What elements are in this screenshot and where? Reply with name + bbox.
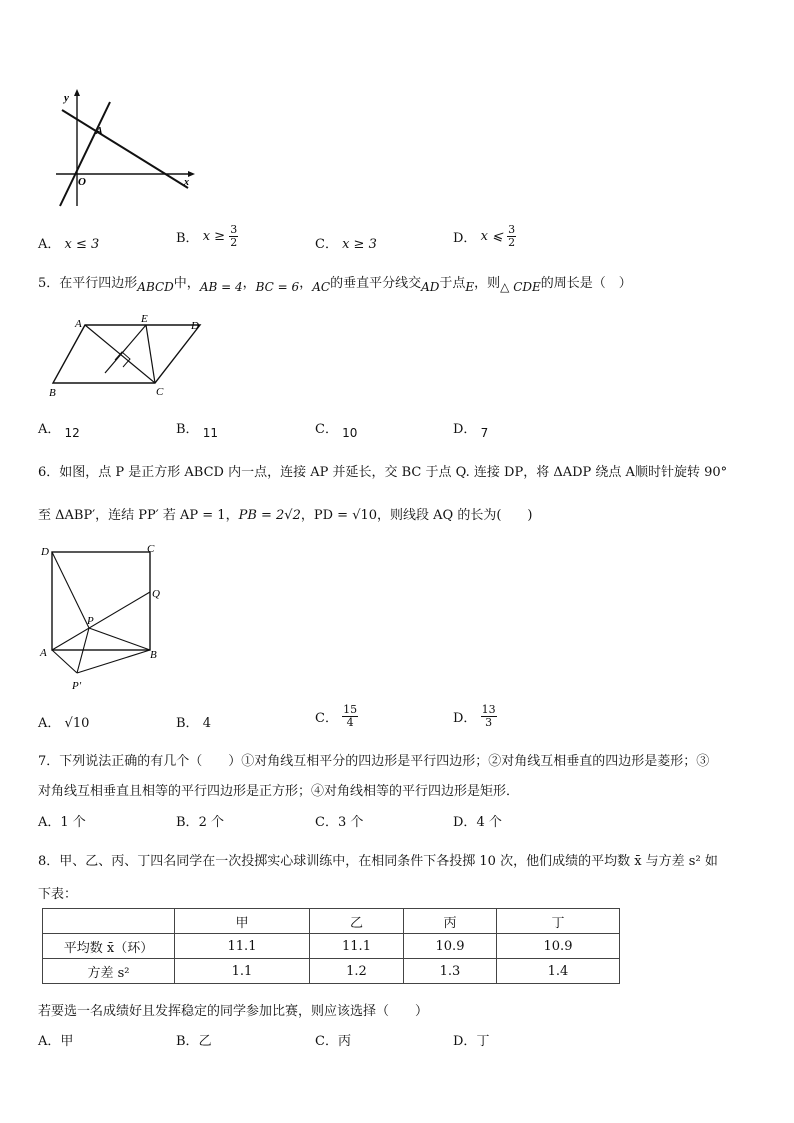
q5-ac-segment: AC [312,280,331,294]
fraction-numerator: 3 [508,223,516,236]
q7-question-line-1: 7．下列说法正确的有几个（ ）①对角线互相平分的四边形是平行四边形；②对角线互相垂直的四边形是菱形；③ [38,754,710,769]
option-value: 丙 [337,1034,351,1049]
option-letter: C． [315,711,338,726]
option-letter: D． [453,231,477,246]
q5-text-e: ，则 [474,276,501,291]
fraction-denominator: 2 [508,236,516,249]
table-header-cell: 丙 [404,909,497,934]
q5-sep2: ， [299,276,313,291]
table-cell: 平均数 x̄（环） [43,934,175,959]
q8-option-b[interactable] [176,1030,212,1049]
y-axis-arrow [74,89,80,96]
q6-option-a[interactable] [38,712,89,731]
q4-option-c[interactable] [315,233,377,252]
option-letter: B． [176,716,199,731]
option-letter: D． [453,1034,477,1049]
option-value: 乙 [198,1034,212,1049]
q8-option-c[interactable] [315,1030,351,1049]
y-axis-label: y [64,92,69,104]
q8-option-d[interactable] [453,1030,489,1049]
q8-question-line-2: 下表： [38,887,78,902]
fraction-denominator: 3 [485,716,493,729]
line-increasing [60,102,110,206]
table-cell: 1.4 [497,959,620,984]
option-expression: √10 [64,716,90,731]
point-q-label: Q [152,588,160,600]
q8-question-line-1: 8．甲、乙、丙、丁四名同学在一次投掷实心球训练中，在相同条件下各投掷 10 次，他们成绩的平均数 x̄ 与方差 s² 如 [38,854,718,869]
vertex-b-label: B [150,649,157,661]
q5-text-c: 的垂直平分线交 [330,276,422,291]
q5-ad-segment: AD [421,280,440,294]
option-expression: x ≥ [202,229,226,244]
table-cell: 1.1 [175,959,310,984]
option-fraction [229,224,238,249]
option-letter: D． [453,711,477,726]
q6-option-c[interactable] [315,704,358,729]
option-letter: B． [176,231,199,246]
vertex-d-label: D [191,320,199,332]
origin-label: O [78,176,86,188]
option-letter: D． [453,422,477,437]
table-header-cell [43,909,175,934]
option-value: 10 [342,426,358,440]
table-row [43,959,620,984]
parallelogram-abcd [53,325,200,383]
table-cell: 11.1 [310,934,404,959]
option-letter: B． [176,815,199,830]
q5-ab-length: AB = 4 [199,280,243,294]
table-cell: 方差 s² [43,959,175,984]
q6-pd-length: ，PD = √10 [300,508,378,523]
point-a-label: A [96,126,103,137]
option-letter: C． [315,422,338,437]
q5-sep1: ， [242,276,256,291]
table-header-cell: 丁 [497,909,620,934]
option-letter: A． [38,716,61,731]
q6-question-line-2 [38,504,533,523]
table-cell: 10.9 [497,934,620,959]
vertex-a-label: A [40,647,47,659]
option-letter: C． [315,1034,338,1049]
q7-option-d[interactable] [453,811,502,830]
q7-question-line-2: 对角线互相垂直且相等的平行四边形是正方形；④对角线相等的平行四边形是矩形． [38,784,520,799]
option-letter: B． [176,1034,199,1049]
q8-option-a[interactable] [38,1030,73,1049]
table-row [43,934,620,959]
segment-aq [52,592,150,650]
table-cell: 10.9 [404,934,497,959]
q6-line2-a: 至 ΔABP′，连结 PP′ 若 AP = 1， [38,508,239,523]
option-expression: 4 [202,716,211,731]
option-letter: A． [38,422,61,437]
fraction-denominator: 2 [230,236,238,249]
option-value: 3 个 [337,815,364,830]
q4-option-a[interactable] [38,233,99,252]
option-value: 丁 [476,1034,490,1049]
q5-option-a[interactable] [38,418,80,440]
q6-option-b[interactable] [176,712,211,731]
option-letter: A． [38,815,61,830]
q5-question-text [38,272,632,294]
vertex-a-label: A [75,318,82,330]
option-value: 2 个 [198,815,224,830]
q4-graph-figure [50,88,200,210]
option-value: 12 [64,426,80,440]
option-expression: x ⩽ [480,229,503,244]
fraction-numerator: 15 [343,703,358,716]
vertex-c-label: C [147,543,155,555]
option-fraction [342,704,358,729]
perpendicular-bisector [105,325,146,373]
table-cell: 1.3 [404,959,497,984]
segment-dp [52,552,89,628]
x-axis-label: x [184,177,189,188]
table-header-row [43,909,620,934]
option-fraction [481,704,497,729]
point-p-label: P [87,615,94,627]
option-value: 11 [202,426,218,440]
q5-text-a: 5．在平行四边形 [38,276,138,291]
vertex-d-label: D [41,546,49,558]
table-header-cell: 甲 [175,909,310,934]
q6-pb-length: PB = 2√2 [238,508,301,523]
segment-pb [89,628,150,650]
q5-text-f: 的周长是（ ） [540,276,632,291]
q8-question-line-3: 若要选一名成绩好且发挥稳定的同学参加比赛，则应该选择（ ） [38,1004,429,1019]
q7-option-c[interactable] [315,811,363,830]
q5-option-d[interactable] [453,418,489,440]
q4-option-d[interactable] [453,224,516,249]
option-expression: x ≥ 3 [342,237,377,252]
q5-text-b: 中， [173,276,200,291]
table-cell: 11.1 [175,934,310,959]
segment-ap-prime [52,650,77,673]
option-expression: x ≤ 3 [64,237,100,252]
option-value: 甲 [60,1034,74,1049]
vertex-c-label: C [156,386,164,398]
q7-option-a[interactable] [38,811,86,830]
fraction-numerator: 13 [481,703,496,716]
option-letter: C． [315,815,338,830]
q5-parallelogram-name: ABCD [137,280,174,294]
q5-parallelogram-figure [45,313,215,398]
q5-point-e: E [465,280,475,294]
option-letter: C． [315,237,338,252]
q5-option-c[interactable] [315,418,358,440]
vertex-e-label: E [141,313,148,325]
q4-option-b[interactable] [176,224,238,249]
option-letter: A． [38,237,61,252]
q6-option-d[interactable] [453,704,497,729]
q6-line2-b: ，则线段 AQ 的长为( ) [377,508,533,523]
q7-option-b[interactable] [176,811,224,830]
option-value: 1 个 [60,815,86,830]
q6-square-figure [36,540,171,692]
q5-text-d: 于点 [439,276,466,291]
q8-score-table [42,908,620,984]
option-letter: B． [176,422,199,437]
q6-question-line-1: 6．如图，点 P 是正方形 ABCD 内一点，连接 AP 并延长，交 BC 于点 Q. 连接 DP，将 ΔADP 绕点 A顺时针旋转 90° [38,465,728,480]
vertex-b-label: B [49,387,56,398]
segment-ec [146,325,155,383]
option-value: 4 个 [476,815,502,830]
fraction-denominator: 4 [346,716,354,729]
table-header-cell: 乙 [310,909,404,934]
segment-p-prime-b [77,650,150,673]
option-letter: D． [453,815,477,830]
option-letter: A． [38,1034,61,1049]
table-cell: 1.2 [310,959,404,984]
x-axis-arrow [188,171,195,177]
q5-triangle-cde: △ CDE [500,280,541,294]
fraction-numerator: 3 [230,223,238,236]
q5-option-b[interactable] [176,418,218,440]
option-fraction [507,224,516,249]
q5-bc-length: BC = 6 [255,280,300,294]
option-value: 7 [480,426,489,440]
point-p-prime-label: P′ [72,680,82,692]
